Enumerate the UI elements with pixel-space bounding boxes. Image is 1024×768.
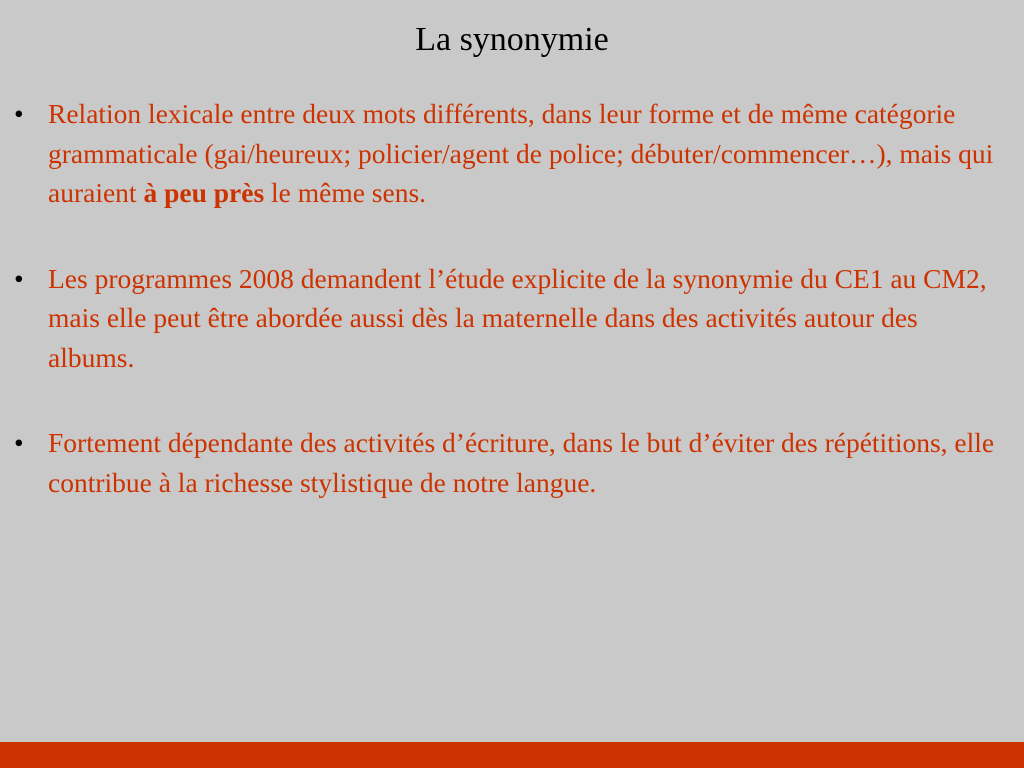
slide-title: La synonymie	[415, 21, 609, 58]
bullet-marker: •	[14, 427, 24, 458]
bullet-text-end: le même sens.	[264, 177, 427, 208]
bullet-item	[0, 423, 1000, 502]
bullet-list	[0, 94, 1000, 548]
bullet-marker: •	[14, 98, 24, 129]
bullet-text	[48, 94, 1000, 213]
footer-bar	[0, 742, 1024, 768]
bullet-text: Les programmes 2008 demandent l’étude explicite de la synonymie du CE1 au CM2, mais elle peut être abordée aussi dès la maternelle dans des activités autour des albums.	[48, 262, 987, 373]
bullet-text-emphasis: à peu près	[143, 177, 265, 208]
bullet-marker: •	[14, 262, 24, 294]
bullet-item	[0, 259, 1000, 378]
bullet-item	[0, 94, 1000, 213]
bullet-text: Fortement dépendante des activités d’écriture, dans le but d’éviter des répétitions, elle contribue à la richesse stylistique de notre langue.	[48, 427, 995, 498]
bullet-text-start: Relation lexicale entre deux mots différents, dans leur forme et de même catégorie grammaticale (gai/heureux; policier/agent de police; débuter/commencer…), mais qui auraient	[48, 98, 994, 208]
